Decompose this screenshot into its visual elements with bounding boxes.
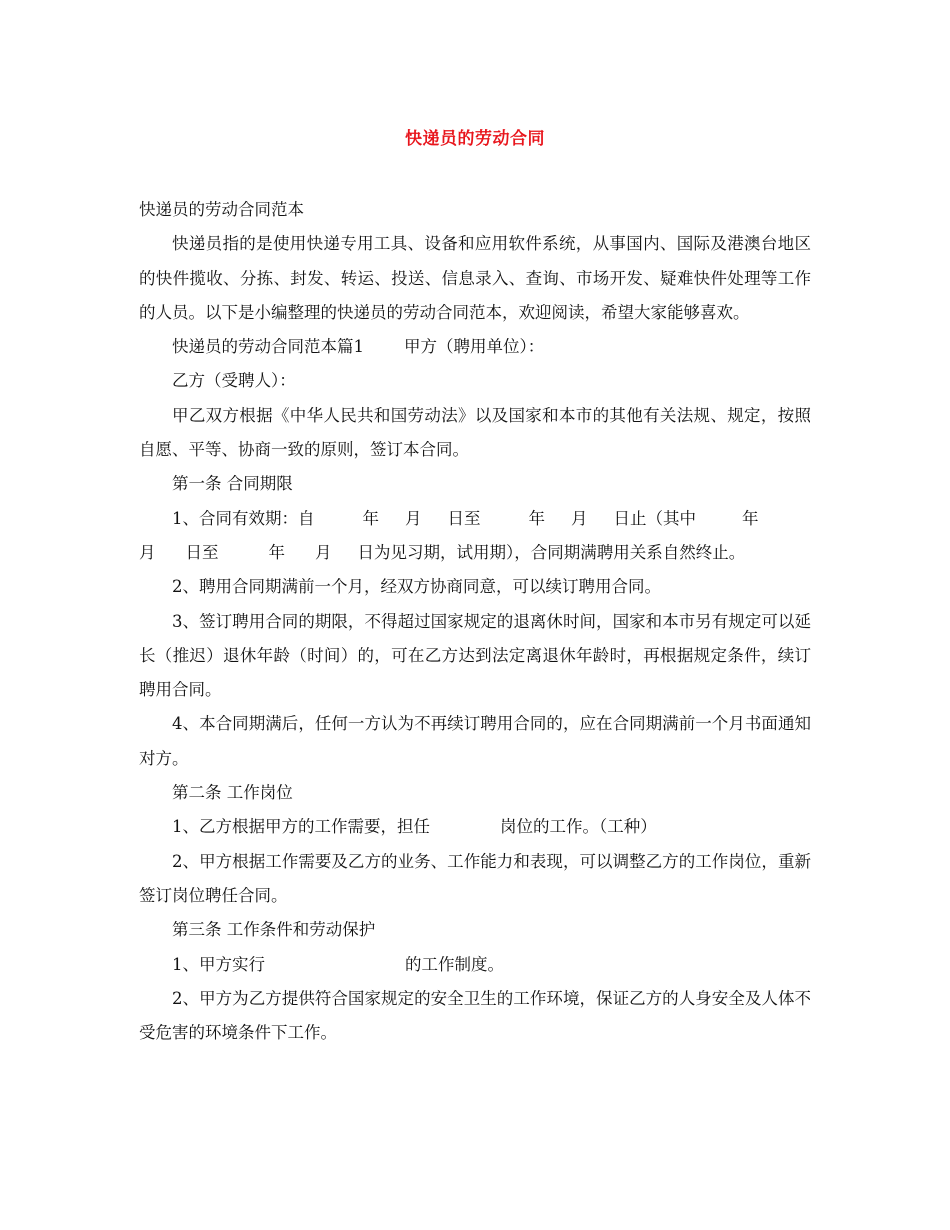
article-2-heading: 第二条 工作岗位 <box>172 783 293 803</box>
article-3-clause-2: 2、甲方为乙方提供符合国家规定的安全卫生的工作环境，保证乙方的人身安全及人体不受危害的环境条件下工作。 <box>139 988 811 1043</box>
intro-paragraph: 快递员指的是使用快递专用工具、设备和应用软件系统，从事国内、国际及港澳台地区的快件揽收、分拣、封发、转运、投送、信息录入、查询、市场开发、疑难快件处理等工作的人员。以下是小编整理的快递员的劳动合同范本，欢迎阅读，希望大家能够喜欢。 <box>139 234 811 322</box>
document-body <box>139 193 811 1050</box>
article-1-clause-2: 2、聘用合同期满前一个月，经双方协商同意，可以续订聘用合同。 <box>172 577 661 597</box>
article-2-clause-1: 1、乙方根据甲方的工作需要，担任 岗位的工作。（工种） <box>172 817 657 837</box>
article-1-heading: 第一条 合同期限 <box>172 474 293 494</box>
article-3-heading: 第三条 工作条件和劳动保护 <box>172 920 376 940</box>
article-1-clause-1: 1、合同有效期：自 年 月 日至 年 月 日止（其中 年 月 日至 年 月 日为见习期，试用期），合同期满聘用关系自然终止。 <box>139 508 759 562</box>
article-2-clause-2: 2、甲方根据工作需要及乙方的业务、工作能力和表现，可以调整乙方的工作岗位，重新签订岗位聘任合同。 <box>139 851 811 905</box>
party-b-paragraph: 乙方（受聘人）： <box>172 371 296 391</box>
basis-paragraph: 甲乙双方根据《中华人民共和国劳动法》以及国家和本市的其他有关法规、规定，按照自愿、平等、协商一致的原则，签订本合同。 <box>139 405 811 460</box>
document-title: 快递员的劳动合同 <box>405 129 545 149</box>
contract-header-paragraph <box>139 330 811 364</box>
article-1-clause-4: 4、本合同期满后，任何一方认为不再续订聘用合同的，应在合同期满前一个月书面通知对方。 <box>139 714 811 768</box>
template-label: 快递员的劳动合同范本篇1 <box>172 337 364 357</box>
party-a-label: 甲方（聘用单位）： <box>404 337 545 357</box>
article-3-clause-1: 1、甲方实行 的工作制度。 <box>172 954 504 974</box>
subtitle-paragraph: 快递员的劳动合同范本 <box>139 200 304 219</box>
article-1-clause-3: 3、签订聘用合同的期限，不得超过国家规定的退离休时间，国家和本市另有规定可以延长（推迟）退休年龄（时间）的，可在乙方达到法定离退休年龄时，再根据规定条件，续订聘用合同。 <box>139 611 811 700</box>
